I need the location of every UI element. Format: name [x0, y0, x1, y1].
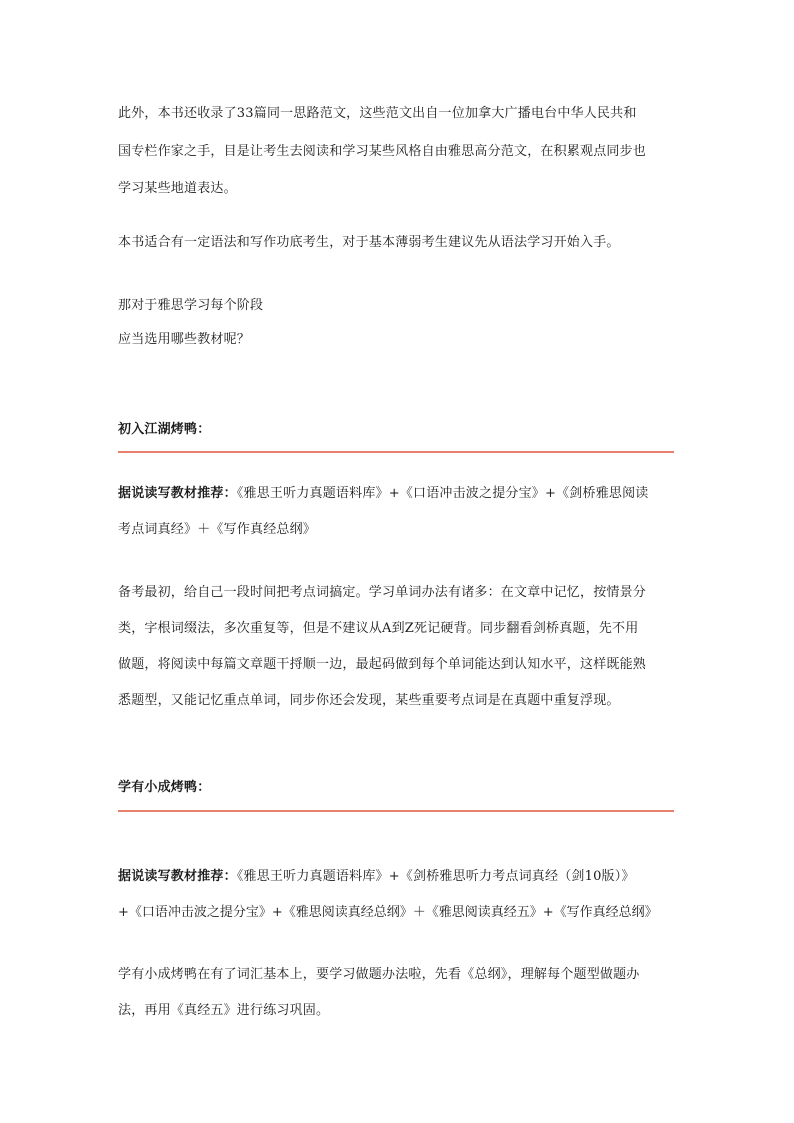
intro-line-2: 国专栏作家之手，目是让考生去阅读和学习某些风格自由雅思高分范文，在积累观点同步也 [118, 144, 647, 159]
section1-body-line-2: 类，字根词缀法，多次重复等，但是不建议从A到Z死记硬背。同步翻看剑桥真题，先不用 [118, 621, 639, 636]
section2-body-line-2: 法，再用《真经五》进行练习巩固。 [118, 1003, 330, 1018]
intro-line-3: 学习某些地道表达。 [118, 181, 237, 196]
section2-recommendation-label: 据说读写教材推荐： [118, 869, 237, 884]
section2-body-line-1: 学有小成烤鸭在有了词汇基本上，要学习做题办法啦，先看《总纲》，理解每个题型做题办 [118, 967, 640, 982]
question-line-2: 应当选用哪些教材呢？ [118, 332, 251, 347]
section1-heading: 初入江湖烤鸭： [118, 422, 211, 437]
section1-divider [118, 451, 674, 453]
section1-recommendation-books: 《雅思王听力真题语料库》+《口语冲击波之提分宝》+《剑桥雅思阅读 [236, 486, 649, 501]
section1-recommendation-line-1 [118, 485, 678, 503]
section1-recommendation-label: 据说读写教材推荐： [118, 486, 237, 501]
section1-recommendation-line-2: 考点词真经》＋《写作真经总纲》 [118, 522, 317, 537]
section1-body-line-4: 悉题型，又能记忆重点单词，同步你还会发现，某些重要考点词是在真题中重复浮现。 [118, 693, 620, 708]
section2-recommendation-line-2: +《口语冲击波之提分宝》+《雅思阅读真经总纲》＋《雅思阅读真经五》+《写作真经总纲》 [118, 905, 658, 920]
question-line-1: 那对于雅思学习每个阶段 [118, 298, 264, 313]
section1-body-line-3: 做题，将阅读中每篇文章题干捋顺一边，最起码做到每个单词能达到认知水平，这样既能熟 [118, 657, 647, 672]
section2-recommendation-books: 《雅思王听力真题语料库》+《剑桥雅思听力考点词真经（剑10版）》 [236, 869, 635, 884]
suitability-paragraph: 本书适合有一定语法和写作功底考生，对于基本薄弱考生建议先从语法学习开始入手。 [118, 235, 620, 250]
section1-body-line-1: 备考最初，给自己一段时间把考点词搞定。学习单词办法有诸多：在文章中记忆，按情景分 [118, 585, 647, 600]
intro-line-1: 此外，本书还收录了33篇同一思路范文，这些范文出自一位加拿大广播电台中华人民共和 [118, 106, 637, 121]
section2-recommendation-line-1 [118, 868, 678, 886]
section2-divider [118, 810, 674, 812]
section2-heading: 学有小成烤鸭： [118, 780, 211, 795]
